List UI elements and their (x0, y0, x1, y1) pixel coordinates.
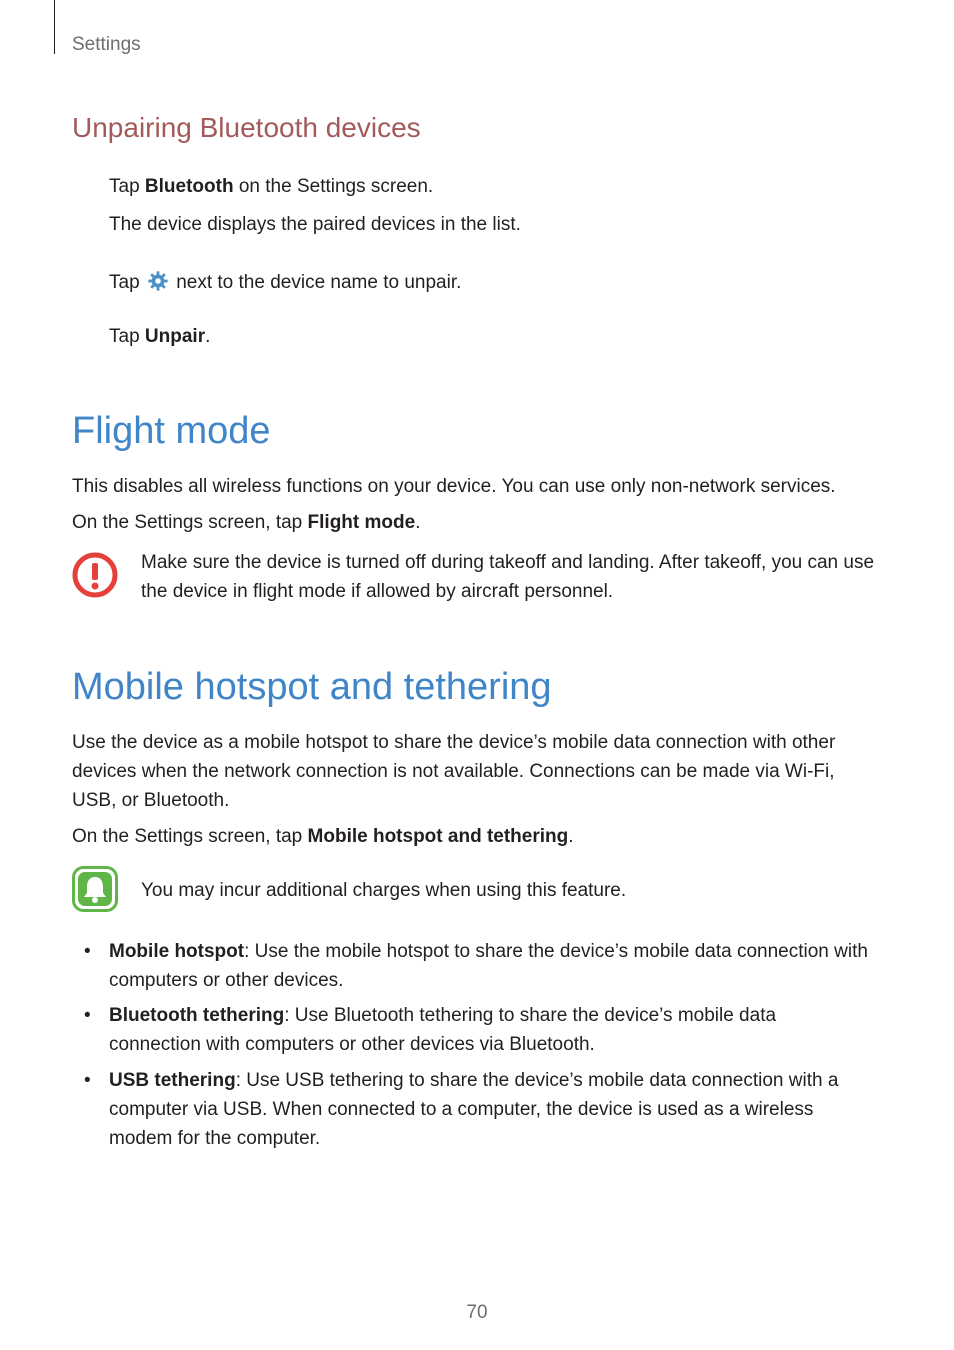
hotspot-notice-text: You may incur additional charges when using this feature. (141, 880, 627, 901)
header-rule (54, 0, 55, 54)
text: on the Settings screen. (233, 176, 434, 197)
bullet-mobile-hotspot (109, 937, 869, 995)
text: . (568, 826, 574, 847)
hotspot-instruction (72, 822, 872, 851)
hotspot-intro: Use the device as a mobile hotspot to share the device’s mobile data connection with other devices when the network connection is not available. Connections can be made via Wi-Fi, USB, or Bluetooth. (72, 732, 836, 811)
unpair-step-1-detail: The device displays the paired devices in the list. (109, 214, 521, 235)
unpair-step-1 (109, 176, 433, 198)
text: Tap (109, 176, 145, 197)
bullet-text: : Use USB tethering to share the device’s mobile data connection with a computer via USB. When connected to a computer, the device is used as a wireless modem for the computer. (109, 1070, 839, 1149)
bullet-dot: • (84, 1070, 91, 1091)
caution-icon (72, 552, 118, 598)
flight-mode-heading: Flight mode (72, 410, 271, 452)
bullet-term: Bluetooth tethering (109, 1005, 285, 1026)
hotspot-term: Mobile hotspot and tethering (307, 826, 569, 847)
bullet-text: : Use the mobile hotspot to share the device’s mobile data connection with computers or other devices. (109, 941, 868, 991)
bullet-dot: • (84, 941, 91, 962)
flight-intro: This disables all wireless functions on your device. You can use only non-network services. (72, 476, 836, 497)
page-number: 70 (466, 1302, 488, 1323)
text: Tap (109, 326, 145, 347)
text: On the Settings screen, tap (72, 512, 308, 533)
bell-icon (72, 866, 118, 912)
bullet-bluetooth-tethering (109, 1001, 869, 1059)
text: On the Settings screen, tap (72, 826, 308, 847)
bullet-usb-tethering (109, 1066, 869, 1153)
section-label: Settings (72, 34, 141, 55)
bullet-term: USB tethering (109, 1070, 236, 1091)
bluetooth-term: Bluetooth (144, 176, 234, 197)
unpair-step-3 (109, 326, 210, 348)
text: next to the device name to unpair. (170, 272, 462, 293)
unpair-heading: Unpairing Bluetooth devices (72, 112, 421, 143)
flight-caution-text: Make sure the device is turned off during takeoff and landing. After takeoff, you can use the device in flight mode if allowed by aircraft personnel. (141, 552, 875, 602)
text: . (415, 512, 421, 533)
flight-mode-term: Flight mode (307, 512, 416, 533)
unpair-step-2 (109, 270, 461, 294)
hotspot-heading: Mobile hotspot and tethering (72, 666, 552, 708)
bullet-dot: • (84, 1005, 91, 1026)
bullet-text: : Use Bluetooth tethering to share the device’s mobile data connection with computers or other devices via Bluetooth. (109, 1005, 777, 1055)
flight-instruction (72, 508, 872, 537)
text: Tap (109, 272, 145, 293)
bullet-term: Mobile hotspot (109, 941, 245, 962)
text: . (205, 326, 211, 347)
unpair-term: Unpair (144, 326, 206, 347)
gear-icon (147, 270, 169, 292)
